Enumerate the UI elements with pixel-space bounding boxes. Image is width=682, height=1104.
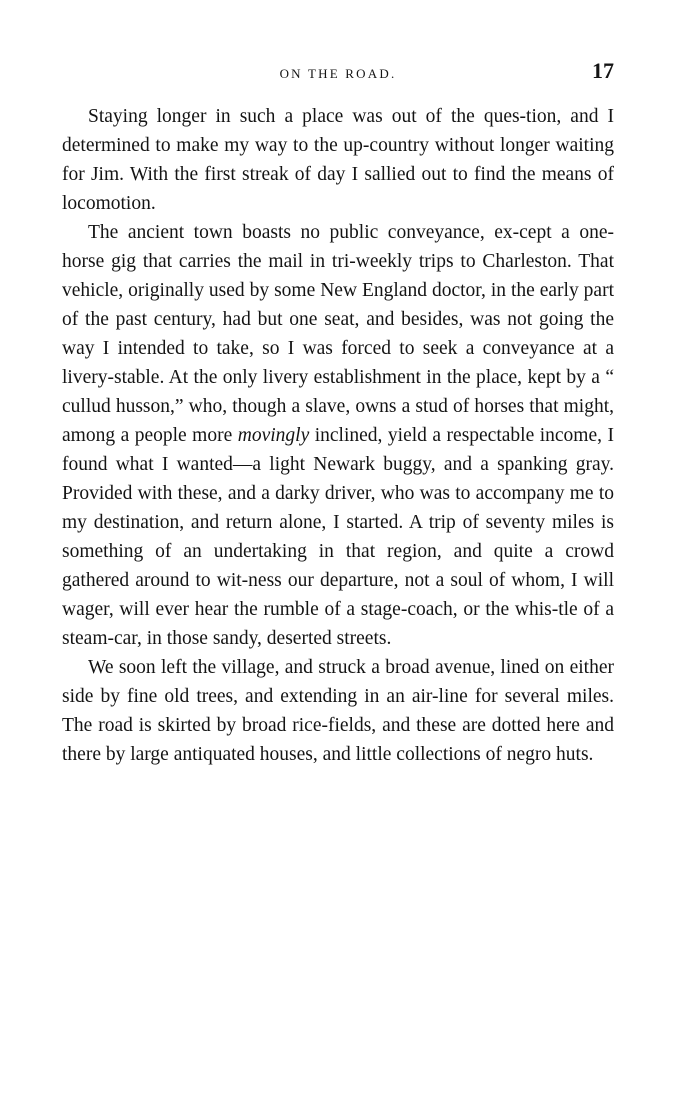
paragraph-2 [62,218,614,653]
running-head [62,58,614,90]
paragraph-2-part-1: The ancient town boasts no public conveyance, ex-cept a one-horse gig that carries the mail in tri-weekly trips to Charleston. That vehicle, originally used by some New England doctor, in the early part of the past century, had but one seat, and besides, was not going the way I intended to take, so I was forced to seek a conveyance at a livery-stable. At the only livery establishment in the place, kept by a “ cullud husson,” who, though a slave, owns a stud of horses that might, among a people more [62,222,614,446]
page-number: 17 [592,58,614,83]
paragraph-2-part-2: inclined, yield a respectable income, I found what I wanted—a light Newark buggy, and a spanking gray. Provided with these, and a darky driver, who was to accompany me to my destination, and return alone, I started. A trip of seventy miles is something of an undertaking in that region, and quite a crowd gathered around to wit-ness our departure, not a soul of whom, I will wager, will ever hear the rumble of a stage-coach, or the whis-tle of a steam-car, in those sandy, deserted streets. [62,425,614,649]
running-title: ON THE ROAD. [279,66,397,81]
paragraph-1: Staying longer in such a place was out of the ques-tion, and I determined to make my way to the up-country without longer waiting for Jim. With the first streak of day I sallied out to find the means of locomotion. [62,106,614,214]
body-text [62,102,614,769]
italic-word-movingly: movingly [237,425,310,446]
paragraph-3: We soon left the village, and struck a broad avenue, lined on either side by fine old trees, and extending in an air-line for several miles. The road is skirted by broad rice-fields, and these are dotted here and there by large antiquated houses, and little collections of negro huts. [62,657,614,765]
